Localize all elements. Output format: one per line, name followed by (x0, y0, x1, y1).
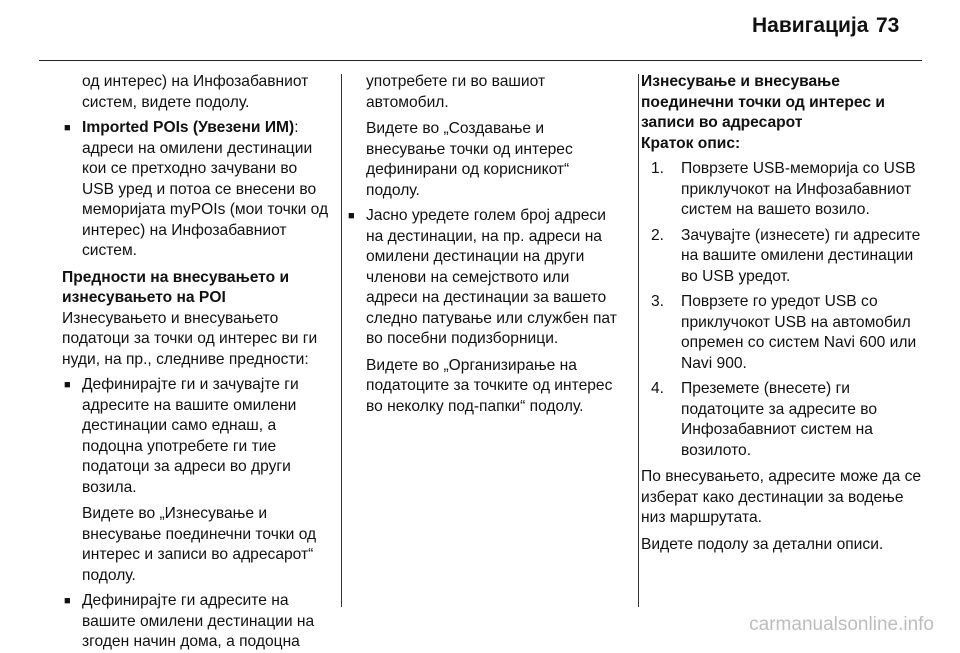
bullet-colon: : (294, 119, 299, 136)
column-2 (346, 72, 624, 417)
step-text: Поврзете USB-меморија со USB приклучокот на Инфозабавниот систем на вашето возило. (681, 160, 916, 218)
cross-reference: Видете во „Изнесување и внесување поединечни точки од интерес и записи во адресарот“ подолу. (82, 505, 317, 584)
numbered-step (641, 226, 925, 288)
column-1 (62, 72, 332, 653)
numbered-step (641, 292, 925, 374)
bullet-text: ■ Дефинирајте ги и зачувајте ги адресите на вашите омилени дестинации само еднаш, а подоцна употребете ги тие податоци за адреси во други возила. (82, 376, 299, 496)
column-divider-2 (638, 74, 639, 607)
bullet-continuation (346, 72, 624, 201)
bullet-text: адреси на омилени дестинации кои се претходно зачувани во USB уред и потоа се внесени во меморијата myPOIs (мои точки од интерес) на Инфозабавниот систем. (82, 139, 329, 259)
numbered-step (641, 379, 925, 461)
step-number: 3. (651, 293, 665, 310)
watermark-text: carmanualsonline.info (749, 614, 934, 635)
bullet-text: ■ Јасно уредете голем број адреси на дестинации, на пр. адреси на омилени дестинации на други членови на семејството или адреси на дестинации за вашето следно патување или службен пат во посебни подизборници. (366, 207, 617, 347)
step-text: Преземете (внесете) ги податоците за адресите во Инфозабавниот систем на возилото. (681, 380, 877, 459)
numbered-step (641, 159, 925, 221)
paragraph: од интерес) на Инфозабавниот систем, видете подолу. (82, 73, 309, 111)
subheading: Краток опис: (641, 134, 741, 152)
cross-reference: Видете во „Создавање и внесување точки од интерес дефинирани од корисникот“ подолу. (366, 120, 573, 199)
column-divider-1 (341, 74, 342, 607)
paragraph: По внесувањето, адресите може да се изберат како дестинации за водење низ маршрутата. (641, 468, 922, 526)
step-number: 2. (651, 226, 665, 244)
section-heading: Изнесување и внесување поединечни точки од интерес и записи во адресарот (641, 73, 885, 131)
bullet-item (62, 118, 332, 262)
watermark (0, 614, 960, 636)
step-text: Поврзете го уредот USB со приклучокот USB на автомобил опремен со систем Navi 600 или Navi 900. (681, 293, 917, 372)
column-3 (641, 72, 925, 555)
bullet-label: Imported POIs (Увезени ИМ) (82, 119, 295, 136)
step-number: 4. (651, 380, 665, 397)
paragraph: употребете ги во вашиот автомобил. (366, 73, 546, 111)
bullet-text: ■ Дефинирајте ги адресите на вашите омилени дестинации на згоден начин дома, а подоцна (82, 592, 315, 650)
bullet-item (62, 375, 332, 586)
paragraph: Видете подолу за детални описи. (641, 535, 884, 553)
page-number: 73 (876, 14, 900, 37)
header-divider (39, 60, 922, 61)
section-heading: Предности на внесувањето и изнесувањето на POI (62, 268, 290, 306)
cross-reference: Видете во „Организирање на податоците за точките од интерес во неколку под-папки“ подолу. (366, 356, 613, 415)
page-section-title: Навигација (752, 14, 869, 37)
step-number: 1. (651, 160, 665, 177)
paragraph: Изнесувањето и внесувањето податоци за точки од интерес ви ги нуди, на пр., следниве предности: (62, 309, 318, 368)
step-text: Зачувајте (изнесете) ги адресите на вашите омилени дестинации во USB уредот. (681, 226, 921, 285)
bullet-item (346, 206, 624, 417)
